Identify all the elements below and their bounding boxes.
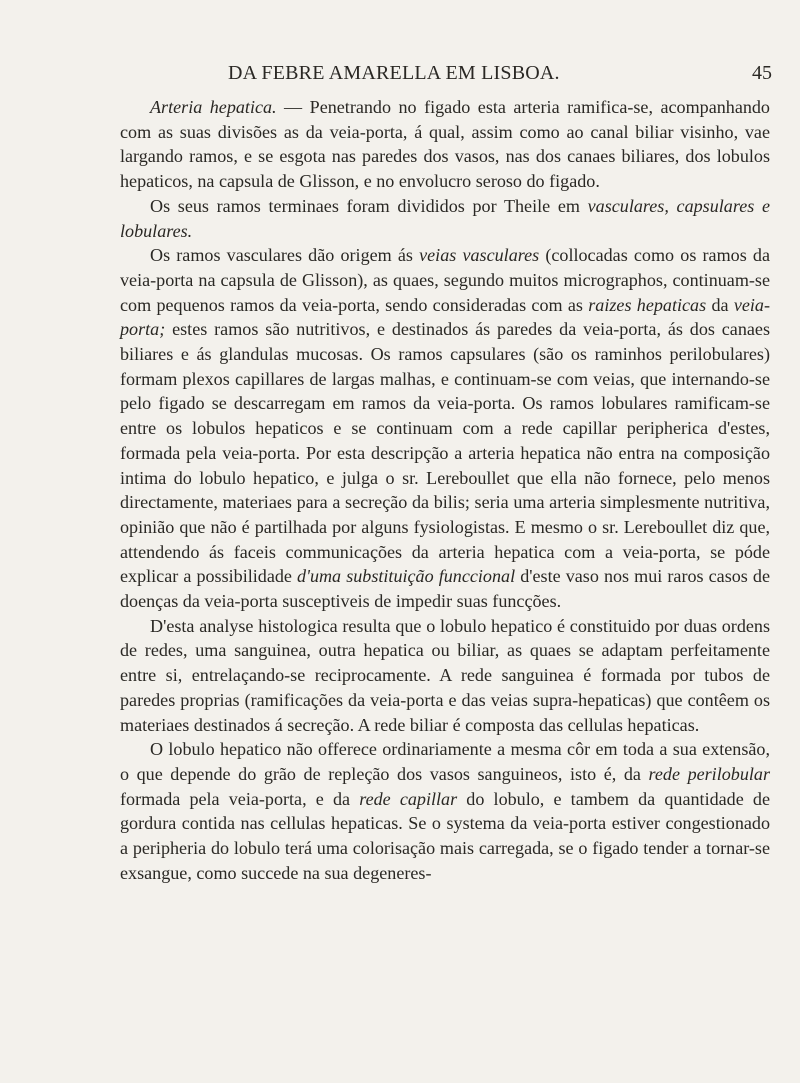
body-text bbox=[120, 95, 770, 886]
paragraph-text: formada pela veia-porta, e da bbox=[120, 788, 360, 809]
italic-term: rede capillar bbox=[359, 788, 458, 809]
paragraph-text: Os seus ramos terminaes foram divididos por Theile em bbox=[150, 195, 588, 216]
running-header bbox=[120, 62, 790, 86]
italic-term: d'uma substituição funccional bbox=[297, 566, 516, 587]
italic-term: vasculares, capsulares e lobulares. bbox=[120, 195, 771, 241]
italic-term: veias vasculares bbox=[419, 245, 540, 266]
paragraph-lobulo bbox=[120, 737, 770, 885]
paragraph-analyse bbox=[120, 614, 770, 738]
paragraph-text: do lobulo, e tambem da quantidade de gordura contida nas cellulas hepaticas. Se o systema da veia-porta estiver congestionado a peripheria do lobulo terá uma colorisação mais carregada, se o figado tender a tornar-se exsangue, como succede na sua degeneres- bbox=[120, 788, 770, 883]
paragraph-text: D'esta analyse histologica resulta que o lobulo hepatico é constituido por duas ordens de redes, uma sanguinea, outra hepatica ou biliar, as quaes se adaptam perfeitamente entre si, entrelaçando-se reciprocamente. A rede sanguinea é formada por tubos de paredes proprias (ramificações da veia-porta e das veias supra-hepaticas) que contêem os materiaes destinados á secreção. A rede biliar é composta das cellulas hepaticas. bbox=[120, 615, 770, 735]
paragraph-text: Os ramos vasculares dão origem ás bbox=[150, 245, 420, 266]
italic-term: rede perilobular bbox=[648, 763, 770, 784]
paragraph-ramos-vasculares bbox=[120, 243, 770, 614]
paragraph-text: da bbox=[706, 294, 734, 315]
paragraph-arteria-hepatica bbox=[120, 95, 770, 194]
italic-term: raizes hepaticas bbox=[588, 294, 707, 315]
paragraph-text: estes ramos são nutritivos, e destinados ás paredes da veia-porta, ás dos canaes biliares e ás glandulas mucosas. Os ramos capsulares (são os raminhos perilobulares) formam plexos capillares de largas malhas, e continuam-se com veias, que internando-se pelo figado se descarregam em ramos da veia-porta. Os ramos lobulares ramificam-se entre os lobulos hepaticos e se continuam com a rede capillar peripherica d'estes, formada pela veia-porta. Por esta descripção a arteria hepatica não entra na composição intima do lobulo hepatico, e julga o sr. Lereboullet que ella não fornece, pelo menos directamente, materiaes para a secreção da bilis; seria uma arteria simplesmente nutritiva, opinião que não é partilhada por alguns fysiologistas. E mesmo o sr. Lereboullet diz que, attendendo ás faceis communicações da arteria hepatica com a veia-porta, se póde explicar a possibilidade bbox=[120, 319, 770, 587]
paragraph-text: (collocadas como os ramos da veia-porta na capsula de Glisson), as quaes, segundo muitos micrographos, continuam-se com pequenos ramos da veia-porta, sendo consideradas com as bbox=[120, 245, 770, 315]
paragraph-theile bbox=[120, 194, 770, 243]
paragraph-text: d'este vaso nos mui raros casos de doenças da veia-porta susceptiveis de impedir suas funcções. bbox=[120, 566, 770, 612]
section-heading: Arteria hepatica. bbox=[150, 97, 277, 117]
paragraph-text: — Penetrando no figado esta arteria ramifica-se, acompanhando com as suas divisões as da veia-porta, á qual, assim como ao canal biliar visinho, vae largando ramos, e se esgota nas paredes dos vasos, nas dos canaes biliares, dos lobulos hepaticos, na capsula de Glisson, e no envolucro seroso do figado. bbox=[120, 97, 770, 192]
paragraph-text: O lobulo hepatico não offerece ordinariamente a mesma côr em toda a sua extensão, o que depende do grão de repleção dos vasos sanguineos, isto é, da bbox=[120, 739, 770, 784]
italic-term: veia-porta; bbox=[120, 294, 770, 340]
page-number: 45 bbox=[752, 62, 772, 84]
header-title: DA FEBRE AMARELLA EM LISBOA. bbox=[228, 62, 560, 84]
